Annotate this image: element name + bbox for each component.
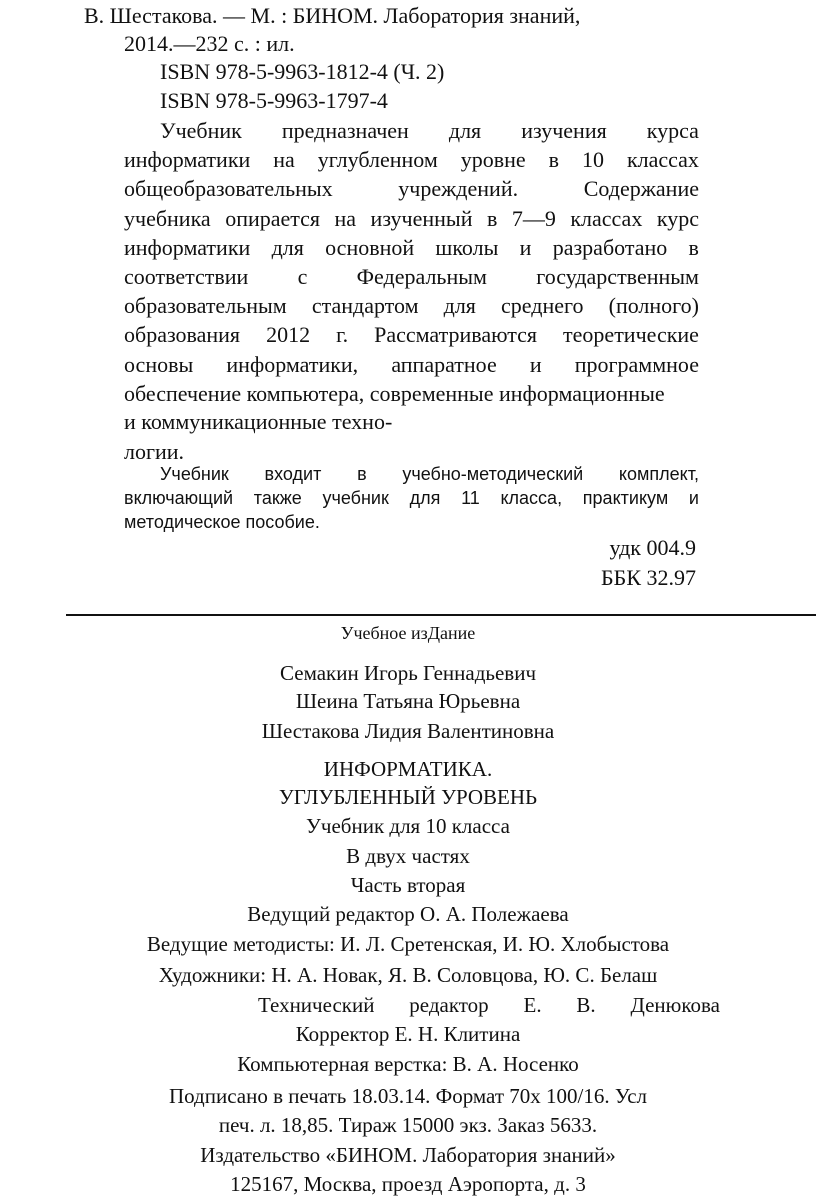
- word: классах: [570, 205, 643, 231]
- word: соответствии: [124, 264, 249, 289]
- word: для: [271, 234, 304, 260]
- word: учреждений.: [398, 176, 519, 202]
- word: государственным: [536, 264, 699, 289]
- annotation-line-9: [124, 351, 699, 379]
- annotation-line-4: [124, 205, 699, 233]
- book-title-2: УГЛУБЛЕННЫЙ УРОВЕНЬ: [278, 785, 538, 809]
- signed-to-print: Подписано в печать 18.03.14. Формат 70x 100/16. Усл: [168, 1084, 647, 1108]
- word: в: [688, 234, 699, 260]
- word: класса,: [500, 488, 563, 508]
- annotation-line-12: логии.: [124, 439, 185, 464]
- publisher: Издательство «БИНОМ. Лаборатория знаний»: [200, 1143, 616, 1167]
- word: опирается: [225, 205, 321, 231]
- word: входит: [264, 464, 322, 484]
- book-title-1: ИНФОРМАТИКА.: [323, 757, 493, 781]
- bib-line-2: 2014.—232 с. : ил.: [124, 31, 295, 56]
- word: Е.: [523, 993, 542, 1017]
- udk-code: удк 004.9: [609, 535, 696, 560]
- word: также: [253, 488, 302, 508]
- annotation-line-1: [160, 117, 699, 145]
- word: практикум: [582, 488, 669, 508]
- word: для: [443, 293, 476, 319]
- methodists: Ведущие методисты: И. Л. Сретенская, И. Ю. Хлобыстова: [146, 932, 670, 956]
- annotation-line-8: [124, 321, 699, 349]
- corrector: Корректор Е. Н. Клитина: [295, 1022, 521, 1046]
- word: и: [529, 351, 542, 377]
- annotation-line-10: [124, 380, 699, 408]
- annotation-line-3: [124, 175, 699, 203]
- word: Федеральным: [356, 264, 487, 289]
- word: изученный: [370, 205, 473, 231]
- technical-editor: [258, 992, 720, 1019]
- word: основы: [124, 351, 194, 377]
- word: Содержание: [583, 176, 699, 202]
- bbk-code: ББК 32.97: [601, 565, 696, 590]
- author-2: Шеина Татьяна Юрьевна: [295, 689, 521, 713]
- lead-editor: Ведущий редактор О. А. Полежаева: [247, 902, 569, 926]
- word: Учебник: [160, 118, 242, 143]
- word: разработано: [552, 234, 668, 260]
- word: на: [273, 147, 295, 173]
- word: основной: [325, 234, 415, 260]
- word: с: [297, 264, 308, 289]
- word: образовательным: [124, 293, 287, 319]
- print-info: печ. л. 18,85. Тираж 15000 экз. Заказ 5633.: [218, 1113, 598, 1137]
- annotation-line-7: [124, 292, 699, 320]
- word: учебник: [322, 488, 389, 508]
- word: в: [548, 147, 560, 173]
- word: на: [334, 205, 357, 231]
- kit-line-1: [160, 462, 699, 486]
- isbn-part: ISBN 978-5-9963-1812-4 (Ч. 2): [160, 59, 445, 84]
- word: изучения: [521, 118, 607, 143]
- kit-line-3: методическое пособие.: [124, 512, 320, 532]
- word: программное: [574, 351, 699, 377]
- word: уровне: [460, 147, 526, 173]
- word: теоретические: [563, 322, 699, 348]
- annotation-line-5: [124, 234, 699, 262]
- word: В.: [576, 993, 596, 1017]
- edition-type: Учебное изДание: [340, 623, 476, 643]
- layout-credit: Компьютерная верстка: В. А. Носенко: [237, 1052, 579, 1076]
- word: Рассматриваются: [374, 322, 538, 348]
- word: 10: [581, 147, 604, 173]
- author-3: Шестакова Лидия Валентиновна: [261, 719, 555, 743]
- word: аппаратное: [391, 351, 497, 377]
- word: 11: [461, 488, 480, 508]
- word: для: [409, 488, 441, 508]
- word: обеспечение компьютера, современные информационные: [124, 380, 665, 406]
- word: для: [448, 118, 482, 143]
- word: общеобразовательных: [124, 176, 333, 202]
- word: стандартом: [311, 293, 419, 319]
- word: информатики: [124, 147, 251, 173]
- part-note: Часть вторая: [350, 873, 466, 897]
- book-subtitle: Учебник для 10 класса: [306, 814, 510, 838]
- word: Учебник: [160, 464, 229, 484]
- word: предназначен: [281, 118, 409, 143]
- word: Денюкова: [630, 993, 720, 1017]
- word: и: [519, 234, 532, 260]
- word: информатики: [124, 234, 251, 260]
- word: образования: [124, 322, 241, 348]
- word: включающий: [124, 488, 234, 508]
- divider: [66, 614, 816, 616]
- word: информатики,: [226, 351, 359, 377]
- word: комплект,: [618, 464, 699, 484]
- word: учебника: [124, 205, 211, 231]
- author-1: Семакин Игорь Геннадьевич: [279, 661, 537, 685]
- word: 7—9: [511, 205, 556, 231]
- word: в: [486, 205, 498, 231]
- word: школы: [435, 234, 499, 260]
- annotation-line-6: [124, 263, 699, 291]
- word: редактор: [409, 993, 489, 1017]
- word: г.: [336, 322, 349, 348]
- artists: Художники: Н. А. Новак, Я. В. Соловцова, Ю. С. Белаш: [158, 963, 658, 987]
- word: Технический: [258, 993, 375, 1017]
- annotation-line-2: [124, 146, 699, 174]
- word: учебно-методический: [402, 464, 584, 484]
- kit-line-2: [124, 486, 699, 510]
- parts-note: В двух частях: [346, 844, 470, 868]
- annotation-line-11: и коммуникационные техно-: [124, 409, 393, 434]
- isbn-set: ISBN 978-5-9963-1797-4: [160, 88, 388, 113]
- word: углубленном: [317, 147, 438, 173]
- word: и: [688, 488, 699, 508]
- word: классах: [626, 147, 699, 173]
- publisher-address: 125167, Москва, проезд Аэропорта, д. 3: [230, 1172, 586, 1196]
- word: курс: [656, 205, 699, 231]
- word: курса: [646, 118, 699, 143]
- word: (полного): [608, 293, 699, 319]
- word: 2012: [266, 322, 311, 348]
- bib-line-1: В. Шестакова. — М. : БИНОМ. Лаборатория знаний,: [84, 3, 581, 28]
- word: среднего: [501, 293, 584, 319]
- word: в: [357, 464, 367, 484]
